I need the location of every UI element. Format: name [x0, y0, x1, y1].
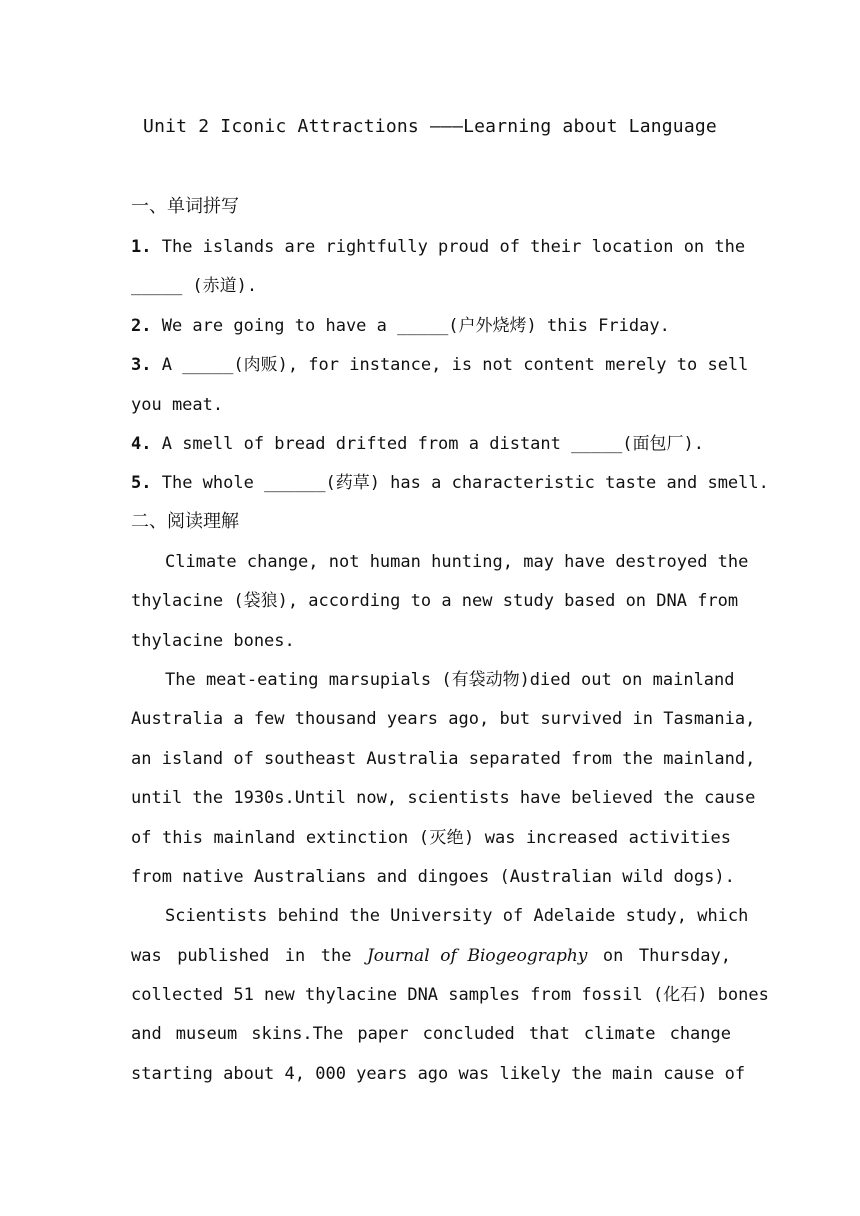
exercise-item-5	[131, 472, 769, 494]
item-text: The islands are rightfully proud of their location on the	[151, 237, 746, 257]
exercise-item-3-cont: you meat.	[131, 395, 224, 415]
section-heading-reading: 二、阅读理解	[131, 511, 239, 532]
paragraph-1-line: Climate change, not human hunting, may have destroyed the	[165, 552, 749, 572]
paragraph-2-line: until the 1930s.Until now, scientists have believed the cause	[131, 788, 756, 808]
paragraph-2-line: of this mainland extinction (灭绝) was increased activities	[131, 828, 731, 848]
item-number: 3.	[131, 355, 152, 375]
paragraph-3-line: and museum skins.The paper concluded that climate change	[131, 1024, 731, 1044]
document-title: Unit 2 Iconic Attractions ———Learning about Language	[143, 116, 717, 137]
item-number: 5.	[131, 473, 152, 493]
exercise-item-3	[131, 354, 749, 376]
paragraph-1-line: thylacine (袋狼), according to a new study based on DNA from	[131, 591, 739, 611]
exercise-item-2	[131, 315, 731, 337]
exercise-item-1-cont: _____ (赤道).	[131, 276, 258, 296]
paragraph-3-line	[131, 945, 731, 967]
journal-title: Journal of Biogeography	[366, 946, 588, 966]
paragraph-3-line: collected 51 new thylacine DNA samples from fossil (化石) bones	[131, 985, 769, 1005]
paragraph-3-line: starting about 4, 000 years ago was likely the main cause of	[131, 1064, 746, 1084]
item-text: A smell of bread drifted from a distant _____(面包厂).	[151, 434, 704, 454]
paragraph-2-line: an island of southeast Australia separated from the mainland,	[131, 749, 756, 769]
item-text: We are going to have a _____(户外烧烤) this Friday.	[151, 316, 670, 336]
item-number: 2.	[131, 316, 152, 336]
item-text: The whole ______(药草) has a characteristic taste and smell.	[151, 473, 769, 493]
text-span: on Thursday,	[587, 946, 731, 966]
item-number: 4.	[131, 434, 152, 454]
text-span: was published in the	[131, 946, 367, 966]
paragraph-2-line: from native Australians and dingoes (Australian wild dogs).	[131, 867, 735, 887]
item-text: A _____(肉贩), for instance, is not content merely to sell	[151, 355, 749, 375]
paragraph-2-line: The meat-eating marsupials (有袋动物)died out on mainland	[165, 670, 735, 690]
exercise-item-1	[131, 236, 746, 258]
paragraph-2-line: Australia a few thousand years ago, but survived in Tasmania,	[131, 709, 756, 729]
section-heading-vocabulary: 一、单词拼写	[131, 196, 239, 217]
item-number: 1.	[131, 237, 152, 257]
paragraph-3-line: Scientists behind the University of Adelaide study, which	[165, 906, 749, 926]
exercise-item-4	[131, 433, 731, 455]
paragraph-1-line: thylacine bones.	[131, 631, 295, 651]
